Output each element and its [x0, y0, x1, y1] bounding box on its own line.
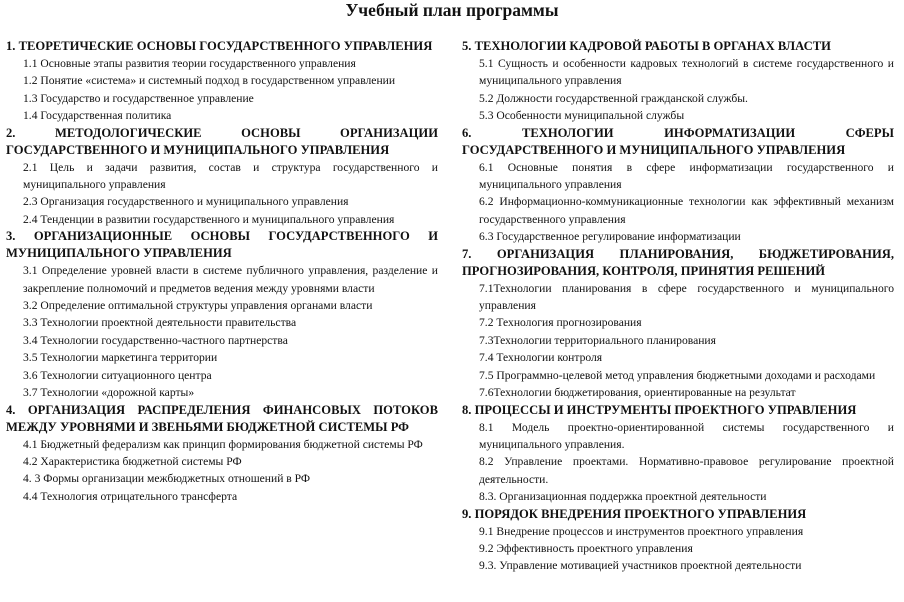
- section-heading: 6. ТЕХНОЛОГИИ ИНФОРМАТИЗАЦИИ СФЕРЫ ГОСУДАРСТВЕННОГО И МУНИЦИПАЛЬНОГО УПРАВЛЕНИЯ: [462, 125, 894, 157]
- section-7: [462, 246, 894, 402]
- page-title: Учебный план программы: [345, 0, 559, 20]
- section-heading: 1. ТЕОРЕТИЧЕСКИЕ ОСНОВЫ ГОСУДАРСТВЕННОГО УПРАВЛЕНИЯ: [6, 39, 433, 53]
- section-topic-list: [6, 55, 438, 125]
- topic-item: 2.1 Цель и задачи развития, состав и структура государственного и муниципального управления: [23, 160, 438, 192]
- section-heading: 9. ПОРЯДОК ВНЕДРЕНИЯ ПРОЕКТНОГО УПРАВЛЕНИЯ: [462, 506, 807, 521]
- section-heading: 7. ОРГАНИЗАЦИЯ ПЛАНИРОВАНИЯ, БЮДЖЕТИРОВАНИЯ, ПРОГНОЗИРОВАНИЯ, КОНТРОЛЯ, ПРИНЯТИЯ РЕШЕНИЙ: [462, 246, 894, 278]
- topic-item: 4.1 Бюджетный федерализм как принцип формирования бюджетной системы РФ: [23, 437, 423, 451]
- topic-item: 9.1 Внедрение процессов и инструментов проектного управления: [479, 524, 804, 538]
- topic-item: 7.2 Технология прогнозирования: [479, 316, 642, 330]
- topic-item: 1.3 Государство и государственное управление: [23, 91, 254, 105]
- topic-item: 3.4 Технологии государственно-частного партнерства: [23, 333, 288, 347]
- topic-item: 3.3 Технологии проектной деятельности правительства: [23, 316, 297, 330]
- section-heading: 4. ОРГАНИЗАЦИЯ РАСПРЕДЕЛЕНИЯ ФИНАНСОВЫХ ПОТОКОВ МЕЖДУ УРОВНЯМИ И ЗВЕНЬЯМИ БЮДЖЕТНОЙ СИСТЕМЫ РФ: [6, 402, 438, 434]
- topic-item: 3.5 Технологии маркетинга территории: [23, 351, 218, 365]
- topic-item: 1.4 Государственная политика: [23, 109, 172, 123]
- topic-item: 7.5 Программно-целевой метод управления бюджетными доходами и расходами: [479, 368, 876, 382]
- section-topic-list: [6, 159, 438, 229]
- topic-item: 3.7 Технологии «дорожной карты»: [23, 386, 195, 400]
- topic-item: 7.1Технологии планирования в сфере государственного и муниципального управления: [479, 281, 894, 313]
- section-6: [462, 125, 894, 246]
- section-heading: 5. ТЕХНОЛОГИИ КАДРОВОЙ РАБОТЫ В ОРГАНАХ ВЛАСТИ: [462, 39, 831, 53]
- section-topic-list: [6, 262, 438, 401]
- section-heading: 2. МЕТОДОЛОГИЧЕСКИЕ ОСНОВЫ ОРГАНИЗАЦИИ ГОСУДАРСТВЕННОГО И МУНИЦИПАЛЬНОГО УПРАВЛЕНИЯ: [6, 125, 438, 157]
- topic-item: 7.4 Технологии контроля: [479, 351, 603, 365]
- topic-item: 6.1 Основные понятия в сфере информатизации государственного и муниципального управления: [479, 160, 894, 192]
- topic-item: 6.3 Государственное регулирование информатизации: [479, 230, 741, 244]
- topic-item: 2.4 Тенденции в развитии государственного и муниципального управления: [23, 212, 395, 226]
- topic-item: 8.3. Организационная поддержка проектной деятельности: [479, 490, 767, 504]
- section-1: [6, 38, 438, 125]
- topic-item: 1.2 Понятие «система» и системный подход в государственном управлении: [23, 74, 396, 88]
- section-topic-list: [6, 436, 438, 506]
- section-topic-list: [462, 523, 894, 575]
- topic-item: 7.3Технологии территориального планирования: [479, 333, 716, 347]
- topic-item: 5.1 Сущность и особенности кадровых технологий в системе государственного и муниципального управления: [479, 57, 894, 88]
- topic-item: 8.1 Модель проектно-ориентированной системы государственного и муниципального управления.: [479, 420, 894, 451]
- left-column: [6, 38, 438, 505]
- topic-item: 5.3 Особенности муниципальной службы: [479, 109, 685, 123]
- section-5: [462, 38, 894, 125]
- topic-item: 1.1 Основные этапы развития теории государственного управления: [23, 57, 356, 70]
- right-column: [462, 38, 894, 575]
- topic-item: 5.2 Должности государственной гражданской службы.: [479, 91, 748, 105]
- topic-item: 4.4 Технология отрицательного трансферта: [23, 489, 238, 503]
- section-4: [6, 402, 438, 506]
- topic-item: 7.6Технологии бюджетирования, ориентированные на результат: [479, 386, 796, 400]
- section-heading: 8. ПРОЦЕССЫ И ИНСТРУМЕНТЫ ПРОЕКТНОГО УПРАВЛЕНИЯ: [462, 402, 857, 417]
- topic-item: 3.6 Технологии ситуационного центра: [23, 368, 212, 382]
- section-8: [462, 402, 894, 506]
- section-2: [6, 125, 438, 229]
- section-topic-list: [462, 419, 894, 506]
- section-topic-list: [462, 159, 894, 246]
- topic-item: 3.2 Определение оптимальной структуры управления органами власти: [23, 299, 373, 313]
- topic-item: 2.3 Организация государственного и муниципального управления: [23, 195, 349, 209]
- topic-item: 3.1 Определение уровней власти в системе публичного управления, разделение и закрепление полномочий и предметов ведения между уровнями власти: [23, 264, 438, 295]
- section-topic-list: [462, 55, 894, 125]
- topic-item: 8.2 Управление проектами. Нормативно-правовое регулирование проектной деятельности.: [479, 455, 894, 486]
- topic-item: 4. 3 Формы организации межбюджетных отношений в РФ: [23, 472, 311, 486]
- section-9: [462, 506, 894, 575]
- section-topic-list: [462, 280, 894, 402]
- section-heading: 3. ОРГАНИЗАЦИОННЫЕ ОСНОВЫ ГОСУДАРСТВЕННОГО И МУНИЦИПАЛЬНОГО УПРАВЛЕНИЯ: [6, 229, 438, 261]
- section-3: [6, 228, 438, 401]
- topic-item: 4.2 Характеристика бюджетной системы РФ: [23, 454, 242, 468]
- topic-item: 6.2 Информационно-коммуникационные технологии как эффективный механизм государственного управления: [479, 195, 894, 226]
- topic-item: 9.3. Управление мотивацией участников проектной деятельности: [479, 559, 802, 573]
- topic-item: 9.2 Эффективность проектного управления: [479, 541, 693, 555]
